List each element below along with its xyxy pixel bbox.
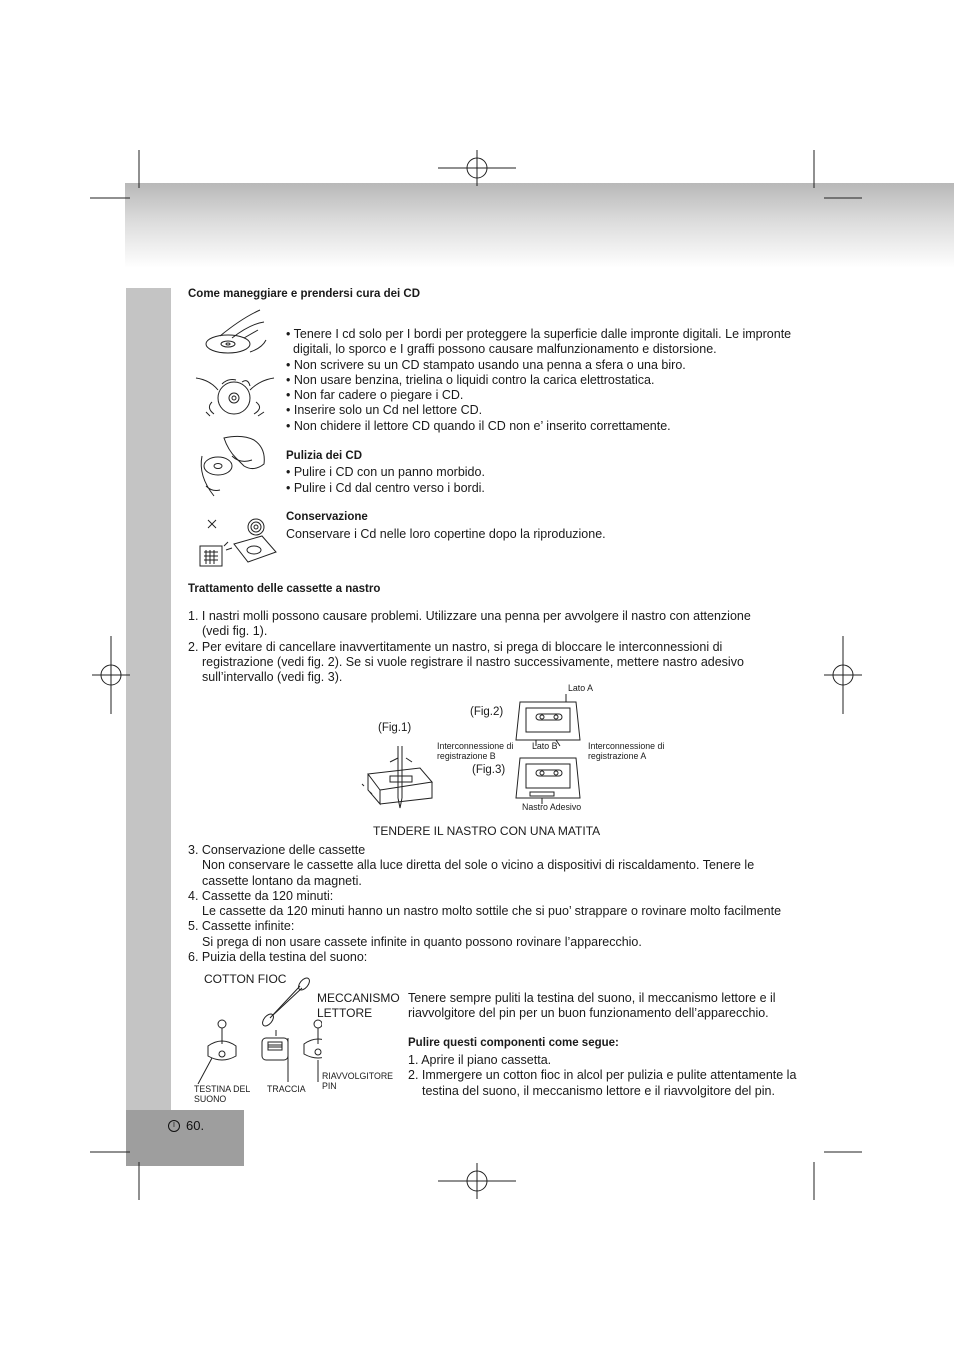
head-cleaning-steps <box>408 1053 796 1099</box>
figure-caption: TENDERE IL NASTRO CON UNA MATITA <box>373 824 601 838</box>
page-number: I 60. <box>168 1118 204 1133</box>
cd-handling-illustrations <box>192 308 284 578</box>
fig3-cassette <box>516 758 580 804</box>
fig1-cassette-pencil <box>362 746 432 808</box>
label-cotton-fioc: COTTON FIOC <box>204 972 287 986</box>
list-item: • Non usare benzina, trielina o liquidi contro la carica elettrostatica. <box>286 372 655 387</box>
cd-storage-title: Conservazione <box>286 511 368 523</box>
fig-label-interconnessione-a: Interconnessione di registrazione A <box>588 741 665 761</box>
label-traccia: TRACCIA <box>267 1084 306 1094</box>
label-meccanismo-lettore: MECCANISMO LETTORE <box>317 991 400 1020</box>
list-item: • Non chidere il lettore CD quando il CD non e’ inserito correttamente. <box>286 418 671 433</box>
head-cleaning-steps-title: Pulire questi componenti come segue: <box>408 1037 619 1049</box>
language-icon: I <box>168 1120 180 1132</box>
cd-cleaning-title: Pulizia dei CD <box>286 450 363 462</box>
pin-roller-icon <box>304 1020 322 1082</box>
fig1-label: (Fig.1) <box>378 722 412 734</box>
cd-section-title: Come maneggiare e prendersi cura dei CD <box>188 288 420 300</box>
fig-label-lato-b: Lato B <box>532 741 558 751</box>
cassette-list-1 <box>188 609 751 685</box>
fig-label-nastro-adesivo: Nastro Adesivo <box>522 802 582 812</box>
cd-hold-icon <box>206 310 266 353</box>
list-item: 3. Conservazione delle cassette Non conservare le cassette alla luce diretta del sole o vicino a dispositivi di riscaldamento. Tenere le cassette lontano da magneti. <box>188 843 755 888</box>
cotton-swab-icon <box>260 976 311 1028</box>
fig3-label: (Fig.3) <box>472 764 506 776</box>
cd-bullet-list <box>286 327 791 434</box>
cd-two-hands-icon <box>196 378 274 416</box>
list-item: • Non scrivere su un CD stampato usando una penna a sfera o una biro. <box>286 357 686 372</box>
fig-label-interconnessione-b: Interconnessione di registrazione B <box>437 741 514 761</box>
fig2-cassette <box>516 694 580 746</box>
label-riavvolgitore-pin: RIAVVOLGITORE PIN <box>322 1071 394 1091</box>
list-item: 4. Cassette da 120 minuti: Le cassette da 120 minuti hanno un nastro molto sottile che si puo’ strappare o rovinare molto facilmente <box>188 888 782 919</box>
list-item: 5. Cassette infinite: Si prega di non usare cassete infinite in quanto possono rovinare l’apparecchio. <box>188 919 642 949</box>
list-item: 1. I nastri molli possono causare problemi. Utilizzare una penna per avvolgere il nastro con attenzione (vedi fig. 1). <box>188 609 751 639</box>
fig2-label: (Fig.2) <box>470 706 504 718</box>
cd-storage-icon <box>200 519 276 566</box>
track-head-icon <box>262 1038 288 1082</box>
fig-label-lato-a: Lato A <box>568 683 593 693</box>
head-cleaning-text: Tenere sempre puliti la testina del suono, il meccanismo lettore e il riavvolgitore del pin per un buon funzionamento dell’apparecchio. <box>408 991 776 1021</box>
cd-wipe-icon <box>201 436 264 496</box>
cassette-section-title: Trattamento delle cassette a nastro <box>188 583 381 595</box>
label-testina-del-suono: TESTINA DEL SUONO <box>194 1084 251 1104</box>
cassette-list-2 <box>188 843 781 965</box>
list-item: 2. Immergere un cotton fioc in alcol per pulizia e pulite attentamente la testina del suono, il meccanismo lettore e il riavvolgitore del pin. <box>408 1068 797 1098</box>
cd-cleaning-list <box>286 465 485 497</box>
list-item: • Inserire solo un Cd nel lettore CD. <box>286 403 483 418</box>
list-item: • Non far cadere o piegare i CD. <box>286 388 464 403</box>
list-item: • Pulire i Cd dal centro verso i bordi. <box>286 481 485 496</box>
list-item: 1. Aprire il piano cassetta. <box>408 1053 552 1067</box>
list-item: 2. Per evitare di cancellare inavvertitamente un nastro, si prega di bloccare le interconnessioni di registrazione (vedi fig. 2). Se si vuole registrare il nastro successivamente, mettere nastro adesivo sull’intervallo (vedi fig. 3). <box>188 639 744 685</box>
cd-storage-text: Conservare i Cd nelle loro copertine dopo la riproduzione. <box>286 527 606 541</box>
list-item: • Tenere I cd solo per I bordi per proteggere la superficie dalle impronte digitali. Le impronte digitali, lo sporco e I graffi possono causare malfunzionamento e distorsione. <box>286 327 792 357</box>
head-cleaning-illustration <box>192 972 322 1084</box>
list-item: • Pulire i CD con un panno morbido. <box>286 465 485 479</box>
sound-head-icon <box>198 1020 236 1084</box>
list-item: 6. Puizia della testina del suono: <box>188 950 368 965</box>
